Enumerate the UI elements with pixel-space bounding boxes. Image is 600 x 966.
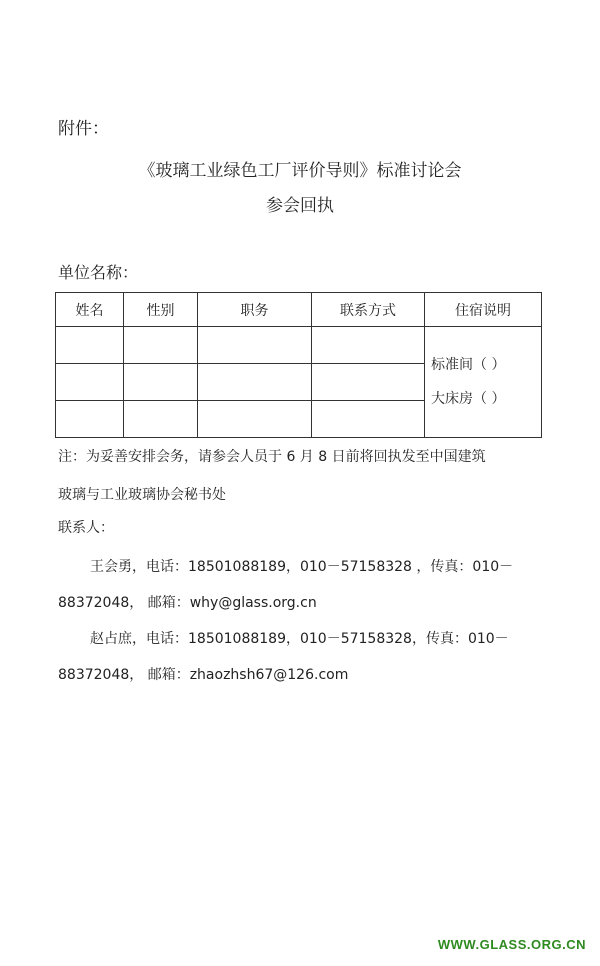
name-cell[interactable] [56, 364, 124, 401]
gender-cell[interactable] [124, 364, 198, 401]
gender-cell[interactable] [124, 401, 198, 438]
contact-cell[interactable] [312, 327, 425, 364]
header-gender: 性别 [124, 293, 198, 327]
lodging-cell [425, 327, 542, 438]
contact-wang-line2: 88372048， 邮箱：why@glass.org.cn [58, 595, 317, 611]
attachment-label: 附件： [58, 119, 109, 139]
name-cell[interactable] [56, 327, 124, 364]
header-name: 姓名 [56, 293, 124, 327]
reply-form-table [55, 292, 542, 438]
website-watermark: WWW.GLASS.ORG.CN [437, 937, 586, 952]
document-title: 《玻璃工业绿色工厂评价导则》标准讨论会 [138, 161, 462, 181]
position-cell[interactable] [198, 364, 312, 401]
contact-cell[interactable] [312, 364, 425, 401]
contact-zhao-line2: 88372048， 邮箱：zhaozhsh67@126.com [58, 667, 349, 683]
contact-cell[interactable] [312, 401, 425, 438]
note-text-continued: 玻璃与工业玻璃协会秘书处 [58, 487, 226, 503]
note-text: 注：为妥善安排会务，请参会人员于 6 月 8 日前将回执发至中国建筑 [58, 449, 486, 465]
position-cell[interactable] [198, 327, 312, 364]
contact-label: 联系人： [58, 520, 114, 536]
position-cell[interactable] [198, 401, 312, 438]
header-lodging: 住宿说明 [425, 293, 542, 327]
header-position: 职务 [198, 293, 312, 327]
header-contact: 联系方式 [312, 293, 425, 327]
contact-wang-line1: 王会勇，电话：18501088189，010－57158328 ，传真：010－ [90, 559, 514, 575]
contact-zhao-line1: 赵占庶，电话：18501088189，010－57158328，传真：010－ [90, 631, 509, 647]
document-subtitle: 参会回执 [266, 196, 334, 216]
gender-cell[interactable] [124, 327, 198, 364]
table-row [56, 327, 542, 364]
table-header-row [56, 293, 542, 327]
lodging-option-king[interactable]: 大床房（ ） [431, 391, 506, 407]
unit-name-label: 单位名称： [58, 263, 139, 282]
name-cell[interactable] [56, 401, 124, 438]
lodging-option-standard[interactable]: 标准间（ ） [431, 357, 506, 373]
